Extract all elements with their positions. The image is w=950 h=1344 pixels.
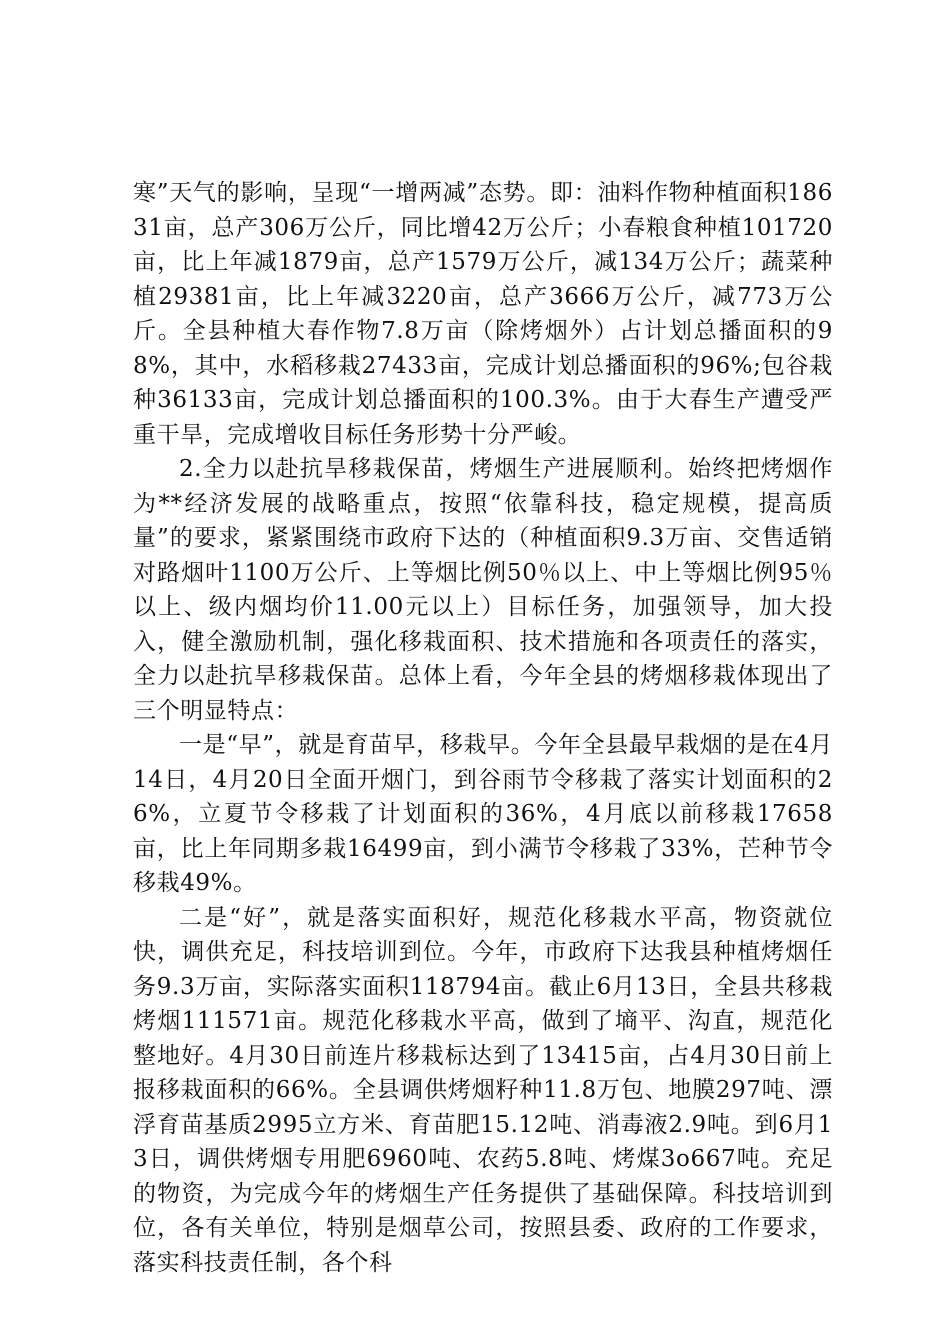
paragraph-2: 2.全力以赴抗旱移栽保苗，烤烟生产进展顺利。始终把烤烟作为**经济发展的战略重点，按照“依靠科技，稳定规模，提高质量”的要求，紧紧围绕市政府下达的（种植面积9.3万亩、交售适销对路烟叶1100万公斤、上等烟比例50％以上、中上等烟比例95％以上、级内烟均价11.00元以上）目标任务，加强领导，加大投入，健全激励机制，强化移栽面积、技术措施和各项责任的落实，全力以赴抗旱移栽保苗。总体上看，今年全县的烤烟移栽体现出了三个明显特点：: [133, 456, 833, 724]
paragraph-1: 寒”天气的影响，呈现“一增两减”态势。即：油料作物种植面积18631亩，总产306万公斤，同比增42万公斤；小春粮食种植101720亩，比上年减1879亩，总产1579万公斤，减134万公斤；蔬菜种植29381亩，比上年减3220亩，总产3666万公斤，减773万公斤。全县种植大春作物7.8万亩（除烤烟外）占计划总播面积的98%，其中，水稻移栽27433亩，完成计划总播面积的96%;包谷栽种36133亩，完成计划总播面积的100.3%。由于大春生产遭受严重干旱，完成增收目标任务形势十分严峻。: [133, 180, 833, 448]
paragraph-3: 一是“早”，就是育苗早，移栽早。今年全县最早栽烟的是在4月14日，4月20日全面开烟门，到谷雨节令移栽了落实计划面积的26%，立夏节令移栽了计划面积的36%，4月底以前移栽17658亩，比上年同期多栽16499亩，到小满节令移栽了33%，芒种节令移栽49%。: [133, 732, 833, 896]
paragraph-4: 二是“好”，就是落实面积好，规范化移栽水平高，物资就位快，调供充足，科技培训到位。今年，市政府下达我县种植烤烟任务9.3万亩，实际落实面积118794亩。截止6月13日，全县共移栽烤烟111571亩。规范化移栽水平高，做到了墒平、沟直，规范化整地好。4月30日前连片移栽标达到了13415亩，占4月30日前上报移栽面积的66%。全县调供烤烟籽种11.8万包、地膜297吨、漂浮育苗基质2995立方米、育苗肥15.12吨、消毒液2.9吨。到6月13日，调供烤烟专用肥6960吨、农药5.8吨、烤煤3o667吨。充足的物资，为完成今年的烤烟生产任务提供了基础保障。科技培训到位，各有关单位，特别是烟草公司，按照县委、政府的工作要求，落实科技责任制，各个科: [133, 904, 833, 1276]
document-body: [133, 176, 833, 1280]
